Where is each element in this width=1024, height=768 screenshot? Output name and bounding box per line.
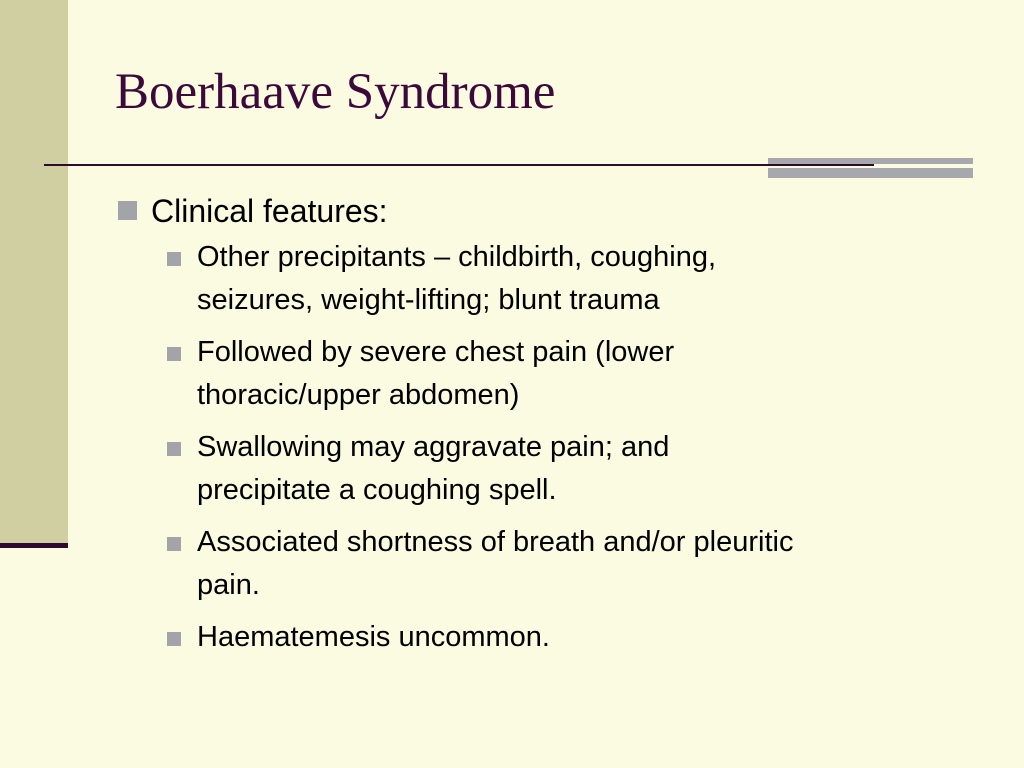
square-bullet-icon <box>167 442 181 456</box>
square-bullet-icon <box>167 252 181 266</box>
sub-bullet-line: Swallowing may aggravate pain; and <box>197 431 670 463</box>
sub-bullet-haematemesis <box>162 616 995 659</box>
sub-bullet-line: thoracic/upper abdomen) <box>197 379 520 411</box>
sub-bullet-precipitants <box>162 236 995 322</box>
sub-bullet-list <box>115 236 995 659</box>
sub-bullet-swallowing <box>162 426 995 512</box>
left-decorative-strip <box>0 0 68 544</box>
square-bullet-icon <box>118 201 137 220</box>
sub-bullet-line: Haematemesis uncommon. <box>197 621 550 653</box>
sub-bullet-line: Followed by severe chest pain (lower <box>197 336 675 368</box>
sub-bullet-line: precipitate a coughing spell. <box>197 474 557 506</box>
title-accent-bar-bottom <box>768 168 973 178</box>
sub-bullet-shortness-of-breath <box>162 521 995 607</box>
sub-bullet-line: pain. <box>197 569 260 601</box>
sub-bullet-line: Other precipitants – childbirth, coughing, <box>197 241 717 273</box>
title-accent-bar-top <box>768 158 973 164</box>
bullet-clinical-features <box>115 190 995 232</box>
bullet-text: Clinical features: <box>151 193 388 229</box>
slide-body <box>115 190 995 668</box>
left-strip-rule <box>0 543 68 548</box>
slide-title: Boerhaave Syndrome <box>115 64 556 120</box>
title-divider <box>44 164 874 166</box>
square-bullet-icon <box>167 632 181 646</box>
square-bullet-icon <box>167 347 181 361</box>
sub-bullet-line: seizures, weight-lifting; blunt trauma <box>197 284 660 316</box>
sub-bullet-chest-pain <box>162 331 995 417</box>
sub-bullet-line: Associated shortness of breath and/or pleuritic <box>197 526 794 558</box>
square-bullet-icon <box>167 537 181 551</box>
